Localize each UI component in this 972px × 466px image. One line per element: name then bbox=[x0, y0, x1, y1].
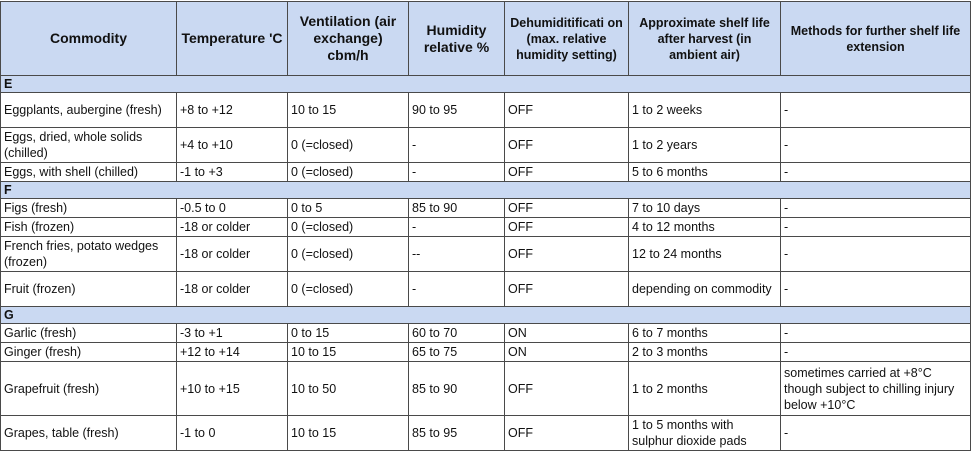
cell-shelf-life: 12 to 24 months bbox=[629, 237, 781, 272]
cell-shelf-life: 1 to 2 months bbox=[629, 362, 781, 416]
header-row bbox=[1, 2, 971, 76]
cell-shelf-life: 1 to 5 months with sulphur dioxide pads bbox=[629, 416, 781, 451]
cell-commodity: Eggplants, aubergine (fresh) bbox=[1, 93, 177, 128]
cell-methods: - bbox=[781, 324, 971, 343]
table-row bbox=[1, 272, 971, 307]
cell-temperature: +8 to +12 bbox=[177, 93, 288, 128]
table-row bbox=[1, 416, 971, 451]
section-row-e bbox=[1, 76, 971, 93]
cell-humidity: 90 to 95 bbox=[409, 93, 505, 128]
cell-humidity: - bbox=[409, 163, 505, 182]
cell-ventilation: 10 to 15 bbox=[288, 93, 409, 128]
header-methods: Methods for further shelf life extension bbox=[781, 2, 971, 76]
table-row bbox=[1, 343, 971, 362]
table-row bbox=[1, 199, 971, 218]
cell-shelf-life: depending on commodity bbox=[629, 272, 781, 307]
table-row bbox=[1, 218, 971, 237]
cell-ventilation: 10 to 15 bbox=[288, 416, 409, 451]
section-row-g bbox=[1, 307, 971, 324]
cell-dehumidification: OFF bbox=[505, 128, 629, 163]
cell-commodity: Fish (frozen) bbox=[1, 218, 177, 237]
header-ventilation: Ventilation (air exchange) cbm/h bbox=[288, 2, 409, 76]
section-row-f bbox=[1, 182, 971, 199]
cell-shelf-life: 1 to 2 years bbox=[629, 128, 781, 163]
cell-methods: - bbox=[781, 343, 971, 362]
table-row bbox=[1, 128, 971, 163]
table-row bbox=[1, 324, 971, 343]
cell-humidity: 85 to 90 bbox=[409, 199, 505, 218]
cell-dehumidification: OFF bbox=[505, 218, 629, 237]
cell-methods: - bbox=[781, 218, 971, 237]
cell-humidity: - bbox=[409, 128, 505, 163]
cell-humidity: 65 to 75 bbox=[409, 343, 505, 362]
section-letter: G bbox=[1, 307, 971, 324]
cell-dehumidification: OFF bbox=[505, 272, 629, 307]
table-row bbox=[1, 163, 971, 182]
cell-temperature: -1 to 0 bbox=[177, 416, 288, 451]
cell-methods: - bbox=[781, 237, 971, 272]
cell-humidity: 85 to 95 bbox=[409, 416, 505, 451]
cell-humidity: - bbox=[409, 218, 505, 237]
cell-temperature: -18 or colder bbox=[177, 218, 288, 237]
header-humidity: Humidity relative % bbox=[409, 2, 505, 76]
table-row bbox=[1, 362, 971, 416]
section-letter: F bbox=[1, 182, 971, 199]
cell-temperature: -18 or colder bbox=[177, 272, 288, 307]
cell-dehumidification: OFF bbox=[505, 199, 629, 218]
cell-commodity: Garlic (fresh) bbox=[1, 324, 177, 343]
cell-methods: - bbox=[781, 272, 971, 307]
cell-methods: - bbox=[781, 416, 971, 451]
cell-temperature: -1 to +3 bbox=[177, 163, 288, 182]
cell-ventilation: 10 to 50 bbox=[288, 362, 409, 416]
cell-humidity: 60 to 70 bbox=[409, 324, 505, 343]
table-row bbox=[1, 237, 971, 272]
cell-ventilation: 10 to 15 bbox=[288, 343, 409, 362]
cell-ventilation: 0 to 15 bbox=[288, 324, 409, 343]
cell-dehumidification: OFF bbox=[505, 416, 629, 451]
cell-ventilation: 0 (=closed) bbox=[288, 237, 409, 272]
cell-temperature: -3 to +1 bbox=[177, 324, 288, 343]
cell-ventilation: 0 to 5 bbox=[288, 199, 409, 218]
cell-shelf-life: 7 to 10 days bbox=[629, 199, 781, 218]
section-letter: E bbox=[1, 76, 971, 93]
cell-shelf-life: 2 to 3 months bbox=[629, 343, 781, 362]
cell-humidity: - bbox=[409, 272, 505, 307]
cell-shelf-life: 5 to 6 months bbox=[629, 163, 781, 182]
table-row bbox=[1, 93, 971, 128]
storage-table-container bbox=[0, 1, 971, 451]
cell-commodity: Eggs, dried, whole solids (chilled) bbox=[1, 128, 177, 163]
cell-ventilation: 0 (=closed) bbox=[288, 128, 409, 163]
cell-commodity: Fruit (frozen) bbox=[1, 272, 177, 307]
cell-commodity: Ginger (fresh) bbox=[1, 343, 177, 362]
cell-commodity: Grapefruit (fresh) bbox=[1, 362, 177, 416]
cell-methods: - bbox=[781, 128, 971, 163]
cell-dehumidification: OFF bbox=[505, 362, 629, 416]
header-dehumidification: Dehumiditificati on (max. relative humidity setting) bbox=[505, 2, 629, 76]
cell-temperature: -0.5 to 0 bbox=[177, 199, 288, 218]
cell-methods: sometimes carried at +8°C though subject to chilling injury below +10°C bbox=[781, 362, 971, 416]
storage-conditions-table bbox=[0, 1, 971, 451]
cell-methods: - bbox=[781, 93, 971, 128]
cell-shelf-life: 1 to 2 weeks bbox=[629, 93, 781, 128]
cell-methods: - bbox=[781, 199, 971, 218]
cell-temperature: +10 to +15 bbox=[177, 362, 288, 416]
cell-methods: - bbox=[781, 163, 971, 182]
cell-temperature: +12 to +14 bbox=[177, 343, 288, 362]
cell-ventilation: 0 (=closed) bbox=[288, 163, 409, 182]
cell-shelf-life: 6 to 7 months bbox=[629, 324, 781, 343]
cell-humidity: -- bbox=[409, 237, 505, 272]
cell-dehumidification: ON bbox=[505, 343, 629, 362]
cell-shelf-life: 4 to 12 months bbox=[629, 218, 781, 237]
cell-ventilation: 0 (=closed) bbox=[288, 218, 409, 237]
header-temperature: Temperature 'C bbox=[177, 2, 288, 76]
cell-commodity: French fries, potato wedges (frozen) bbox=[1, 237, 177, 272]
cell-dehumidification: OFF bbox=[505, 163, 629, 182]
cell-commodity: Grapes, table (fresh) bbox=[1, 416, 177, 451]
cell-dehumidification: ON bbox=[505, 324, 629, 343]
cell-dehumidification: OFF bbox=[505, 93, 629, 128]
cell-ventilation: 0 (=closed) bbox=[288, 272, 409, 307]
header-commodity: Commodity bbox=[1, 2, 177, 76]
cell-temperature: -18 or colder bbox=[177, 237, 288, 272]
header-shelf-life: Approximate shelf life after harvest (in ambient air) bbox=[629, 2, 781, 76]
cell-temperature: +4 to +10 bbox=[177, 128, 288, 163]
cell-humidity: 85 to 90 bbox=[409, 362, 505, 416]
cell-commodity: Eggs, with shell (chilled) bbox=[1, 163, 177, 182]
cell-commodity: Figs (fresh) bbox=[1, 199, 177, 218]
cell-dehumidification: OFF bbox=[505, 237, 629, 272]
